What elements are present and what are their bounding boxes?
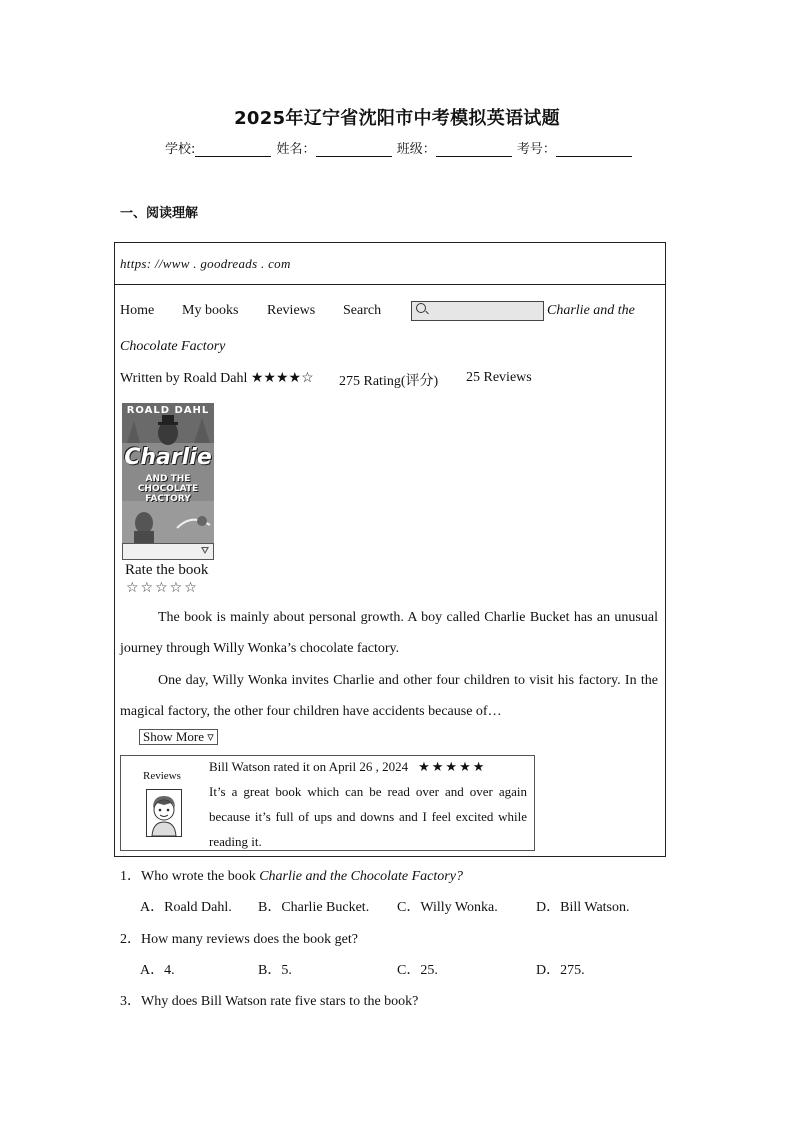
nav-reviews[interactable]: Reviews <box>267 303 316 318</box>
author-line <box>120 370 314 387</box>
student-info-row <box>165 138 633 157</box>
q1-option-a[interactable]: A．Roald Dahl. <box>140 900 232 915</box>
nav-home[interactable]: Home <box>120 303 155 318</box>
book-title-line2: Chocolate Factory <box>120 339 226 354</box>
chevron-down-icon <box>201 547 209 554</box>
review-header <box>209 759 486 775</box>
name-label: 姓名： <box>276 142 316 157</box>
nav-my-books[interactable]: My books <box>182 303 239 318</box>
website-frame <box>114 242 666 857</box>
review-author-date: Bill Watson rated it on April 26 , 2024 <box>209 759 409 774</box>
review-box <box>120 755 535 851</box>
show-more-button[interactable]: Show More ▿ <box>139 729 218 745</box>
cover-title-big: Charlie <box>124 445 212 470</box>
search-icon <box>416 303 426 313</box>
name-blank[interactable] <box>316 142 392 157</box>
question-text: Why does Bill Watson rate five stars to the book? <box>141 994 419 1009</box>
question-3 <box>120 990 418 1010</box>
class-label: 班级： <box>396 142 436 157</box>
cover-sub2: CHOCOLATE <box>137 484 199 494</box>
nav-search[interactable]: Search <box>343 303 382 318</box>
section-heading: 一、阅读理解 <box>120 206 199 221</box>
q2-option-d[interactable]: D．275. <box>536 963 585 978</box>
search-input[interactable] <box>411 301 544 321</box>
q1-option-d[interactable]: D．Bill Watson. <box>536 900 630 915</box>
author-stars: ★★★★☆ <box>250 371 314 386</box>
school-label: 学校: <box>165 142 196 157</box>
question-text: Who wrote the book <box>141 869 260 884</box>
cover-dropdown[interactable] <box>122 543 214 560</box>
class-blank[interactable] <box>436 142 512 157</box>
book-title-line1: Charlie and the <box>547 303 635 318</box>
q1-option-c[interactable]: C．Willy Wonka. <box>397 900 498 915</box>
q2-option-a[interactable]: A．4. <box>140 963 175 978</box>
written-by: Written by Roald Dahl <box>120 371 248 386</box>
question-number: 1． <box>120 869 141 884</box>
question-text: How many reviews does the book get? <box>141 932 358 947</box>
cover-author: ROALD DAHL <box>126 405 210 416</box>
summary-paragraph-1: The book is mainly about personal growth. A boy called Charlie Bucket has an unusual journey through Willy Wonka’s chocolate factory. <box>120 610 658 656</box>
cover-sub3: FACTORY <box>145 494 191 504</box>
cover-art <box>122 403 214 543</box>
review-text: It’s a great book which can be read over and over again because it’s full of ups and downs and I feel excited while reading it. <box>209 784 527 849</box>
avatar-icon <box>147 790 181 836</box>
q2-option-b[interactable]: B．5. <box>258 963 292 978</box>
url-bar <box>115 243 665 285</box>
book-cover-image <box>122 403 214 543</box>
avatar <box>146 789 182 837</box>
page-title: 2025年辽宁省沈阳市中考模拟英语试题 <box>234 108 560 129</box>
question-1 <box>120 865 463 885</box>
exam-number-label: 考号： <box>516 142 556 157</box>
question-2 <box>120 928 358 948</box>
url-text: https: //www . goodreads . com <box>120 256 291 271</box>
question-text-italic: Charlie and the Chocolate Factory? <box>259 869 463 884</box>
question-number: 2． <box>120 932 141 947</box>
summary-paragraph-2: One day, Willy Wonka invites Charlie and other four children to visit his factory. In the magical factory, the other four children have accidents because of… <box>120 673 658 719</box>
q2-option-c[interactable]: C．25. <box>397 963 438 978</box>
school-blank[interactable] <box>195 142 271 157</box>
cover-subtitle <box>122 474 214 504</box>
rating-count: 275 Rating(评分) <box>339 374 439 389</box>
review-stars: ★★★★★ <box>418 760 487 775</box>
rate-book-label: Rate the book <box>125 562 209 578</box>
reviews-count: 25 Reviews <box>466 370 532 385</box>
exam-number-blank[interactable] <box>556 142 632 157</box>
cover-sub1: AND THE <box>145 474 191 484</box>
question-number: 3． <box>120 994 141 1009</box>
review-label: Reviews <box>143 770 181 782</box>
q1-option-b[interactable]: B．Charlie Bucket. <box>258 900 370 915</box>
rate-stars-icon[interactable]: ☆☆☆☆☆ <box>126 580 199 596</box>
